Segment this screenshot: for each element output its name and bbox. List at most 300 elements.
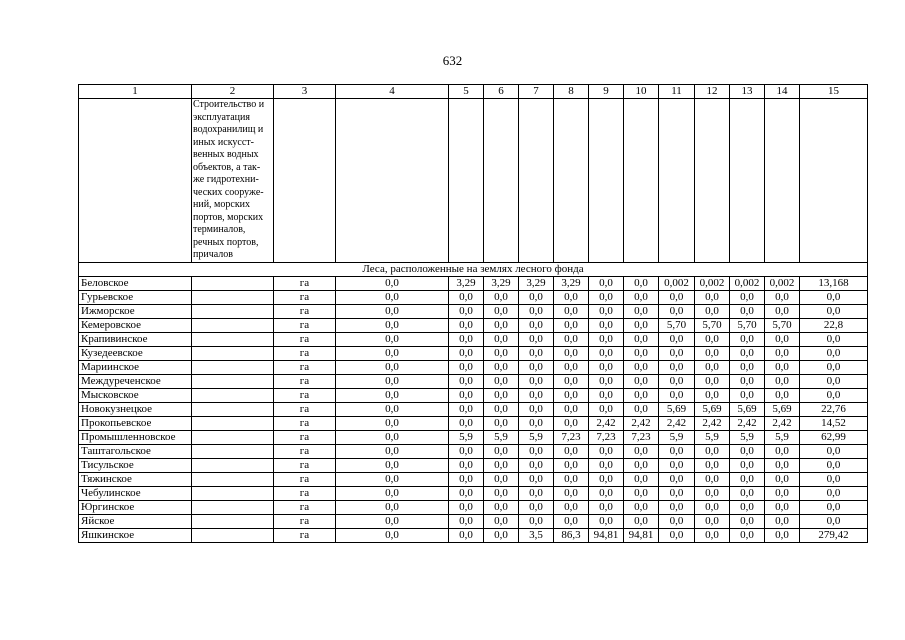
value-cell: 7,23: [624, 430, 659, 444]
value-cell: 0,0: [336, 528, 449, 542]
value-cell: 0,0: [695, 486, 730, 500]
value-cell: 0,0: [730, 444, 765, 458]
value-cell: 0,0: [519, 304, 554, 318]
unit-cell: га: [274, 500, 336, 514]
forestry-name: Яшкинское: [79, 528, 192, 542]
value-cell: 0,0: [765, 444, 800, 458]
description-line: Строительство и: [193, 99, 265, 110]
value-cell: 0,0: [624, 458, 659, 472]
value-cell: 0,0: [519, 402, 554, 416]
value-cell: 3,29: [449, 276, 484, 290]
value-cell: 0,0: [624, 388, 659, 402]
empty-cell: [659, 99, 695, 263]
value-cell: 0,0: [519, 514, 554, 528]
empty-cell: [519, 99, 554, 263]
value-cell: 0,0: [336, 402, 449, 416]
value-cell: 14,52: [800, 416, 868, 430]
value-cell: 0,0: [554, 444, 589, 458]
value-cell: 5,69: [695, 402, 730, 416]
value-cell: 0,0: [589, 304, 624, 318]
section-row: [79, 262, 868, 276]
value-cell: 0,0: [800, 388, 868, 402]
description-line: речных портов,: [193, 236, 259, 248]
value-cell: 0,0: [336, 374, 449, 388]
value-cell: 0,0: [484, 444, 519, 458]
value-cell: 0,002: [730, 276, 765, 290]
table-row: [79, 332, 868, 346]
unit-cell: га: [274, 276, 336, 290]
value-cell: 0,0: [449, 360, 484, 374]
value-cell: 0,0: [519, 332, 554, 346]
value-cell: 22,8: [800, 318, 868, 332]
value-cell: 0,0: [624, 514, 659, 528]
value-cell: 0,0: [624, 346, 659, 360]
value-cell: 0,0: [336, 332, 449, 346]
value-cell: 0,0: [800, 472, 868, 486]
description-line: причалов: [193, 249, 233, 260]
value-cell: 0,0: [765, 500, 800, 514]
column-header: 3: [274, 85, 336, 99]
value-cell: 0,0: [659, 290, 695, 304]
value-cell: 3,29: [554, 276, 589, 290]
purpose-cell: [192, 332, 274, 346]
value-cell: 5,9: [449, 430, 484, 444]
description-line: объектов, а так-: [193, 161, 261, 173]
value-cell: 0,0: [624, 486, 659, 500]
empty-cell: [274, 99, 336, 263]
value-cell: 2,42: [659, 416, 695, 430]
value-cell: 0,0: [589, 472, 624, 486]
value-cell: 0,0: [449, 472, 484, 486]
value-cell: 0,0: [624, 332, 659, 346]
value-cell: 0,0: [519, 500, 554, 514]
empty-cell: [449, 99, 484, 263]
value-cell: 0,0: [449, 318, 484, 332]
description-line: венных водных: [193, 149, 259, 160]
table-row: [79, 388, 868, 402]
description-line: же гидротехни-: [193, 174, 259, 185]
table-row: [79, 416, 868, 430]
value-cell: 5,9: [519, 430, 554, 444]
value-cell: 2,42: [730, 416, 765, 430]
value-cell: 0,0: [554, 402, 589, 416]
value-cell: 0,0: [695, 290, 730, 304]
value-cell: 0,0: [554, 458, 589, 472]
value-cell: 0,0: [484, 472, 519, 486]
value-cell: 0,0: [484, 374, 519, 388]
value-cell: 0,0: [730, 528, 765, 542]
description-line: терминалов,: [193, 224, 246, 235]
value-cell: 0,0: [554, 290, 589, 304]
forest-table: [78, 84, 868, 543]
value-cell: 0,0: [765, 528, 800, 542]
value-cell: 0,0: [624, 304, 659, 318]
value-cell: 0,0: [554, 360, 589, 374]
purpose-description-row: [79, 99, 868, 263]
table-row: [79, 304, 868, 318]
value-cell: 0,0: [484, 332, 519, 346]
column-header: 13: [730, 85, 765, 99]
value-cell: 0,0: [484, 500, 519, 514]
column-header: 14: [765, 85, 800, 99]
value-cell: 0,0: [800, 374, 868, 388]
value-cell: 0,0: [765, 304, 800, 318]
unit-cell: га: [274, 388, 336, 402]
value-cell: 0,0: [695, 304, 730, 318]
value-cell: 0,002: [765, 276, 800, 290]
purpose-cell: [192, 444, 274, 458]
description-line: портов, морских: [193, 211, 264, 223]
table-row: [79, 458, 868, 472]
value-cell: 0,0: [554, 514, 589, 528]
purpose-cell: [192, 486, 274, 500]
value-cell: 0,0: [765, 514, 800, 528]
value-cell: 0,0: [765, 360, 800, 374]
unit-cell: га: [274, 528, 336, 542]
value-cell: 0,0: [624, 318, 659, 332]
value-cell: 0,0: [589, 514, 624, 528]
unit-cell: га: [274, 472, 336, 486]
value-cell: 0,0: [449, 514, 484, 528]
value-cell: 0,0: [765, 374, 800, 388]
value-cell: 0,0: [336, 276, 449, 290]
table-row: [79, 500, 868, 514]
value-cell: 0,0: [336, 430, 449, 444]
value-cell: 0,0: [730, 472, 765, 486]
value-cell: 5,9: [695, 430, 730, 444]
description-line: иных искусст-: [193, 136, 255, 148]
value-cell: 0,0: [336, 290, 449, 304]
value-cell: 0,0: [589, 346, 624, 360]
value-cell: 0,0: [659, 486, 695, 500]
value-cell: 0,0: [336, 318, 449, 332]
value-cell: 0,0: [695, 458, 730, 472]
purpose-cell: [192, 374, 274, 388]
table-row: [79, 444, 868, 458]
value-cell: 0,0: [449, 402, 484, 416]
value-cell: 0,0: [484, 486, 519, 500]
value-cell: 0,0: [519, 472, 554, 486]
value-cell: 7,23: [589, 430, 624, 444]
value-cell: 0,0: [554, 500, 589, 514]
value-cell: 0,0: [589, 500, 624, 514]
description-line: водохранилищ и: [193, 124, 264, 135]
value-cell: 0,0: [695, 346, 730, 360]
value-cell: 0,0: [554, 472, 589, 486]
value-cell: 0,0: [449, 374, 484, 388]
value-cell: 5,69: [659, 402, 695, 416]
value-cell: 0,0: [449, 388, 484, 402]
value-cell: 3,5: [519, 528, 554, 542]
value-cell: 0,0: [800, 304, 868, 318]
value-cell: 0,0: [484, 304, 519, 318]
value-cell: 0,0: [659, 528, 695, 542]
value-cell: 2,42: [765, 416, 800, 430]
page-number: 632: [442, 53, 463, 68]
value-cell: 0,0: [519, 416, 554, 430]
value-cell: 0,0: [554, 304, 589, 318]
value-cell: 2,42: [695, 416, 730, 430]
value-cell: 0,0: [659, 514, 695, 528]
value-cell: 0,0: [695, 360, 730, 374]
value-cell: 0,0: [695, 388, 730, 402]
value-cell: 0,0: [659, 346, 695, 360]
value-cell: 0,0: [659, 388, 695, 402]
value-cell: 0,0: [589, 402, 624, 416]
value-cell: 0,0: [695, 374, 730, 388]
column-header: 11: [659, 85, 695, 99]
value-cell: 0,0: [800, 514, 868, 528]
unit-cell: га: [274, 374, 336, 388]
value-cell: 0,0: [695, 514, 730, 528]
value-cell: 0,0: [484, 514, 519, 528]
value-cell: 0,0: [554, 416, 589, 430]
purpose-cell: [192, 416, 274, 430]
value-cell: 0,0: [695, 444, 730, 458]
unit-cell: га: [274, 402, 336, 416]
value-cell: 0,0: [800, 290, 868, 304]
value-cell: 0,0: [730, 346, 765, 360]
purpose-cell: [192, 276, 274, 290]
value-cell: 0,0: [484, 360, 519, 374]
value-cell: 5,70: [765, 318, 800, 332]
table-row: [79, 290, 868, 304]
unit-cell: га: [274, 318, 336, 332]
empty-cell: [624, 99, 659, 263]
purpose-description: [192, 99, 274, 263]
purpose-cell: [192, 458, 274, 472]
value-cell: 0,0: [484, 290, 519, 304]
value-cell: 0,0: [659, 458, 695, 472]
value-cell: 62,99: [800, 430, 868, 444]
value-cell: 3,29: [484, 276, 519, 290]
value-cell: 5,9: [765, 430, 800, 444]
value-cell: 0,0: [730, 332, 765, 346]
forestry-name: Новокузнецкое: [79, 402, 192, 416]
purpose-cell: [192, 304, 274, 318]
value-cell: 0,0: [589, 374, 624, 388]
value-cell: 0,0: [484, 402, 519, 416]
value-cell: 5,9: [484, 430, 519, 444]
column-header: 4: [336, 85, 449, 99]
value-cell: 0,0: [765, 486, 800, 500]
empty-cell: [336, 99, 449, 263]
forestry-name: Таштагольское: [79, 444, 192, 458]
value-cell: 0,0: [624, 374, 659, 388]
forestry-name: Крапивинское: [79, 332, 192, 346]
value-cell: 0,0: [484, 528, 519, 542]
value-cell: 0,0: [554, 346, 589, 360]
column-header: 12: [695, 85, 730, 99]
empty-cell: [730, 99, 765, 263]
value-cell: 0,0: [589, 318, 624, 332]
value-cell: 0,0: [730, 458, 765, 472]
value-cell: 0,0: [449, 458, 484, 472]
value-cell: 0,0: [624, 500, 659, 514]
column-header: 15: [800, 85, 868, 99]
unit-cell: га: [274, 332, 336, 346]
value-cell: 0,0: [800, 360, 868, 374]
value-cell: 0,0: [765, 472, 800, 486]
value-cell: 0,0: [449, 290, 484, 304]
table-row: [79, 402, 868, 416]
column-header: 9: [589, 85, 624, 99]
value-cell: 0,0: [336, 360, 449, 374]
forestry-name: Мариинское: [79, 360, 192, 374]
value-cell: 5,70: [695, 318, 730, 332]
empty-cell: [589, 99, 624, 263]
unit-cell: га: [274, 514, 336, 528]
value-cell: 0,0: [336, 304, 449, 318]
empty-cell: [79, 99, 192, 263]
value-cell: 0,0: [730, 500, 765, 514]
forestry-name: Юргинское: [79, 500, 192, 514]
table-row: [79, 318, 868, 332]
value-cell: 0,0: [589, 458, 624, 472]
value-cell: 0,0: [449, 528, 484, 542]
value-cell: 0,0: [659, 304, 695, 318]
value-cell: 0,0: [659, 374, 695, 388]
value-cell: 0,0: [695, 332, 730, 346]
value-cell: 0,0: [730, 486, 765, 500]
table-row: [79, 346, 868, 360]
forestry-name: Ижморское: [79, 304, 192, 318]
value-cell: 0,0: [449, 304, 484, 318]
column-number-row: [79, 85, 868, 99]
value-cell: 0,0: [336, 388, 449, 402]
purpose-cell: [192, 388, 274, 402]
value-cell: 0,0: [336, 444, 449, 458]
section-title: Леса, расположенные на землях лесного фонда: [79, 262, 868, 276]
value-cell: 0,0: [624, 444, 659, 458]
value-cell: 94,81: [624, 528, 659, 542]
value-cell: 0,0: [800, 458, 868, 472]
forestry-name: Кемеровское: [79, 318, 192, 332]
value-cell: 0,002: [695, 276, 730, 290]
unit-cell: га: [274, 290, 336, 304]
value-cell: 0,0: [589, 388, 624, 402]
column-header: 6: [484, 85, 519, 99]
value-cell: 0,0: [519, 360, 554, 374]
value-cell: 0,0: [519, 486, 554, 500]
description-line: ний, морских: [193, 199, 251, 210]
value-cell: 0,0: [589, 486, 624, 500]
purpose-cell: [192, 500, 274, 514]
table-row: [79, 360, 868, 374]
forestry-name: Кузедеевское: [79, 346, 192, 360]
unit-cell: га: [274, 430, 336, 444]
forestry-name: Яйское: [79, 514, 192, 528]
value-cell: 0,0: [730, 290, 765, 304]
value-cell: 0,0: [484, 388, 519, 402]
empty-cell: [765, 99, 800, 263]
value-cell: 0,0: [765, 346, 800, 360]
forestry-name: Гурьевское: [79, 290, 192, 304]
value-cell: 0,0: [624, 276, 659, 290]
value-cell: 5,9: [730, 430, 765, 444]
table-row: [79, 486, 868, 500]
description-line: эксплуатация: [193, 111, 250, 123]
value-cell: 0,0: [765, 388, 800, 402]
value-cell: 0,0: [484, 318, 519, 332]
forestry-name: Тяжинское: [79, 472, 192, 486]
unit-cell: га: [274, 360, 336, 374]
purpose-cell: [192, 402, 274, 416]
table-row: [79, 430, 868, 444]
column-header: 10: [624, 85, 659, 99]
value-cell: 0,0: [554, 374, 589, 388]
purpose-cell: [192, 430, 274, 444]
empty-cell: [554, 99, 589, 263]
table-body: [79, 85, 868, 543]
column-header: 5: [449, 85, 484, 99]
value-cell: 0,0: [554, 318, 589, 332]
value-cell: 0,0: [730, 374, 765, 388]
value-cell: 22,76: [800, 402, 868, 416]
value-cell: 5,69: [765, 402, 800, 416]
value-cell: 0,0: [449, 346, 484, 360]
value-cell: 94,81: [589, 528, 624, 542]
unit-cell: га: [274, 486, 336, 500]
value-cell: 0,0: [449, 486, 484, 500]
value-cell: 0,0: [800, 346, 868, 360]
value-cell: 0,0: [449, 416, 484, 430]
value-cell: 5,70: [659, 318, 695, 332]
value-cell: 5,70: [730, 318, 765, 332]
value-cell: 0,0: [695, 500, 730, 514]
value-cell: 0,0: [589, 290, 624, 304]
value-cell: 0,0: [800, 444, 868, 458]
value-cell: 0,0: [659, 360, 695, 374]
value-cell: 0,0: [336, 486, 449, 500]
value-cell: 0,0: [589, 332, 624, 346]
value-cell: 0,0: [589, 276, 624, 290]
value-cell: 0,0: [484, 346, 519, 360]
table-row: [79, 374, 868, 388]
unit-cell: га: [274, 346, 336, 360]
value-cell: 0,002: [659, 276, 695, 290]
column-header: 8: [554, 85, 589, 99]
value-cell: 279,42: [800, 528, 868, 542]
table-row: [79, 514, 868, 528]
value-cell: 0,0: [730, 514, 765, 528]
value-cell: 0,0: [800, 332, 868, 346]
value-cell: 0,0: [449, 444, 484, 458]
forestry-name: Беловское: [79, 276, 192, 290]
description-line: ческих сооруже-: [193, 186, 264, 198]
purpose-cell: [192, 346, 274, 360]
table-row: [79, 276, 868, 290]
forestry-name: Прокопьевское: [79, 416, 192, 430]
value-cell: 0,0: [519, 444, 554, 458]
value-cell: 0,0: [624, 472, 659, 486]
value-cell: 3,29: [519, 276, 554, 290]
value-cell: 0,0: [695, 472, 730, 486]
value-cell: 0,0: [730, 304, 765, 318]
value-cell: 0,0: [730, 360, 765, 374]
purpose-cell: [192, 528, 274, 542]
value-cell: 0,0: [519, 318, 554, 332]
empty-cell: [800, 99, 868, 263]
value-cell: 0,0: [519, 290, 554, 304]
empty-cell: [484, 99, 519, 263]
unit-cell: га: [274, 304, 336, 318]
value-cell: 0,0: [695, 528, 730, 542]
value-cell: 2,42: [589, 416, 624, 430]
value-cell: 0,0: [765, 458, 800, 472]
purpose-cell: [192, 360, 274, 374]
value-cell: 0,0: [554, 388, 589, 402]
